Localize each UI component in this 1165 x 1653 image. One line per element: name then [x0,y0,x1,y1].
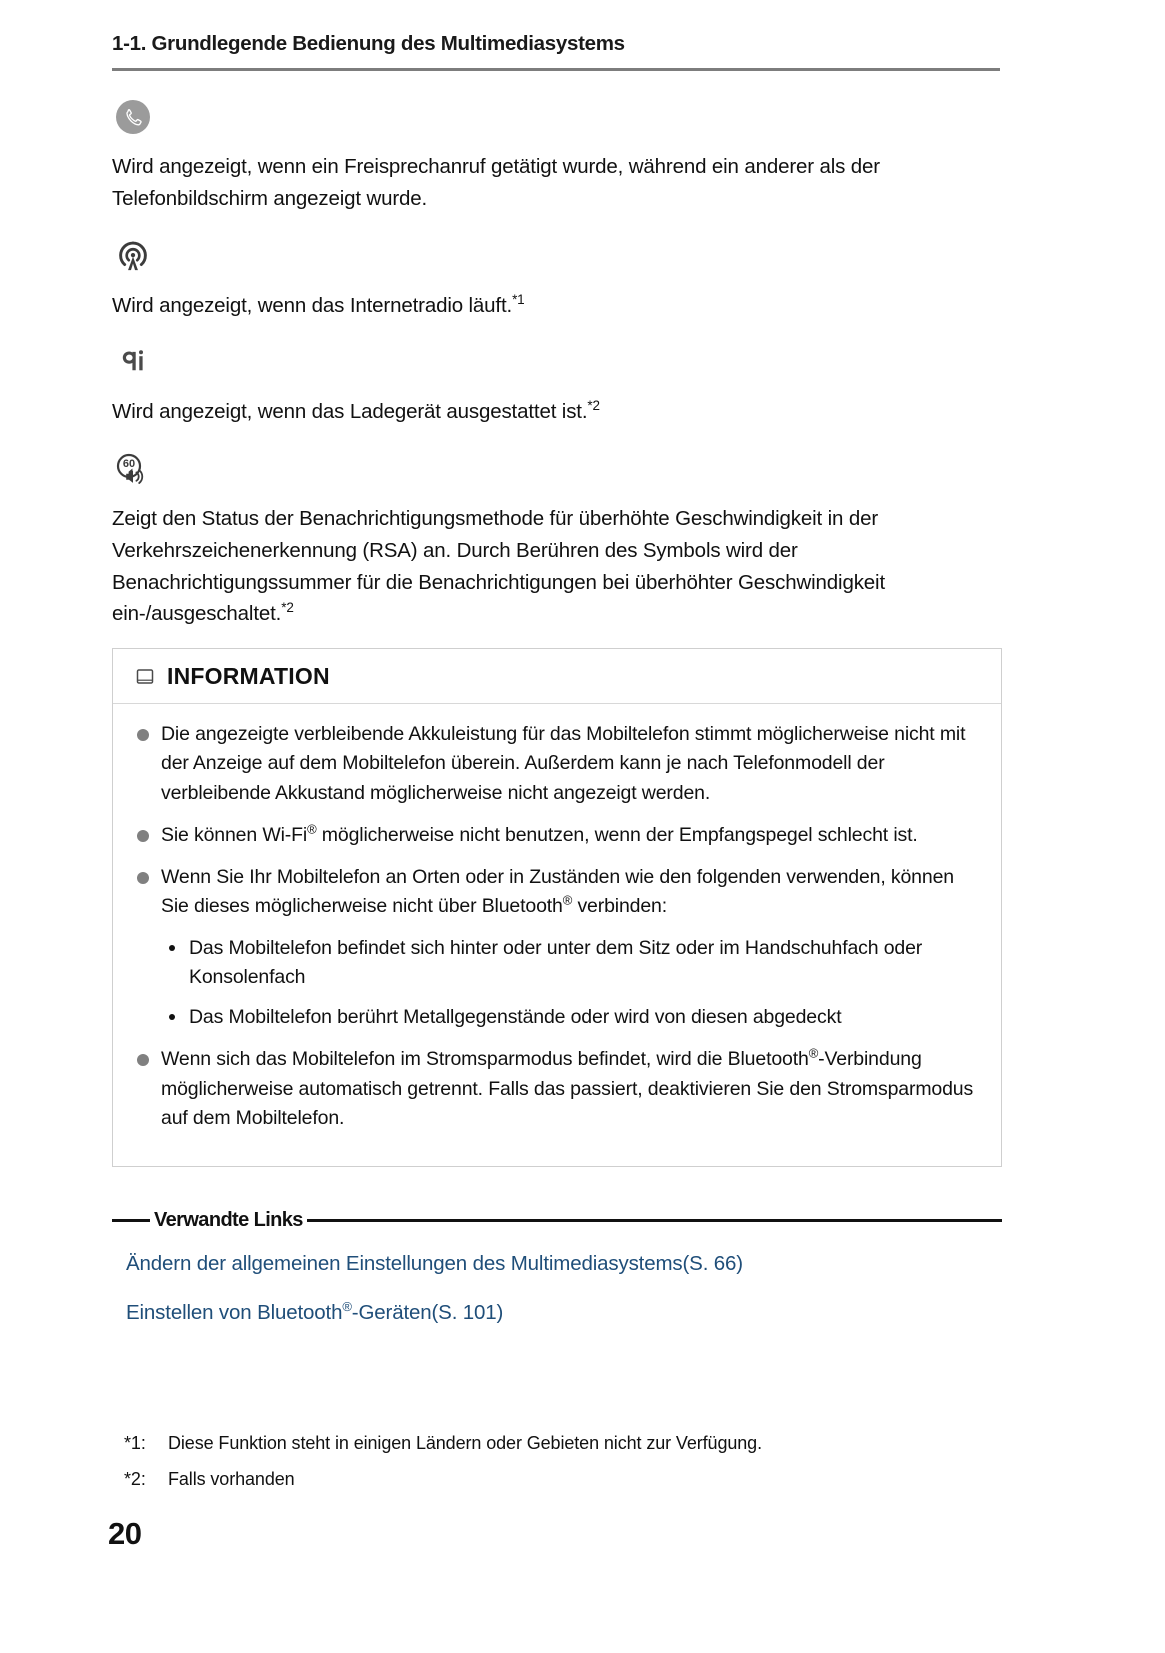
symbol-description: Wird angezeigt, wenn das Internetradio läuft.$^{*1}$ [112,291,525,317]
information-bullet-list [135,720,977,1133]
header-divider [112,68,1000,71]
page-number: 20 [108,1516,142,1551]
footnotes-section [124,1430,1004,1502]
symbol-description: Wird angezeigt, wenn das Ladegerät ausgestattet ist.$^{*2}$ [112,398,600,424]
icon-row [112,339,1002,385]
footnote-1 [124,1430,1004,1457]
list-item: Sie können Wi-Fi® möglicherweise nicht benutzen, wenn der Empfangspegel schlecht ist. [135,821,977,850]
information-sub-bullet-list [161,934,977,1033]
list-item: Das Mobiltelefon befindet sich hinter oder unter dem Sitz oder im Handschuhfach oder Konsolenfach [161,934,977,993]
information-box-body [113,704,1001,1166]
symbol-entry-internet-radio [112,233,1002,322]
related-links-section [112,1209,1002,1327]
symbol-description: Wird angezeigt, wenn ein Freisprechanruf getätigt wurde, während ein anderer als der Telefonbildschirm angezeigt wurde. [112,155,880,210]
main-content [112,90,1002,1348]
symbol-entry-wireless-charger [112,339,1002,428]
footnote-marker: *1 [512,291,525,307]
page-title: 1-1. Grundlegende Bedienung des Multimediasystems [112,32,625,55]
footnote-marker: *2 [281,600,294,616]
registered-mark: ® [808,1045,819,1061]
heading-rule-right [307,1219,1002,1222]
icon-row [112,446,1002,492]
svg-text:60: 60 [122,457,136,470]
information-box-title: INFORMATION [167,663,330,690]
symbol-description: Zeigt den Status der Benachrichtigungsmethode für überhöhte Geschwindigkeit in der Verkehrszeichenerkennung (RSA) an. Durch Berühren des Symbols wird der Benachrichtigungssummer für die Benachrichtigungen bei überhöhter Geschwindigkeit ein-/ausgeschaltet.$^{*2}$ [112,507,885,626]
symbol-entry-handsfree-call [112,94,1002,215]
related-link-general-settings[interactable]: Ändern der allgemeinen Einstellungen des Multimediasystems(S. 66) [126,1252,743,1276]
registered-mark: ® [562,892,573,908]
symbol-entry-rsa-buzzer [112,446,1002,630]
list-item: Wenn sich das Mobiltelefon im Stromsparmodus befindet, wird die Bluetooth®-Verbindung möglicherweise automatisch getrennt. Falls das passiert, deaktivieren Sie den Stromsparmodus auf dem Mobiltelefon. [135,1045,977,1133]
icon-row [112,94,1002,140]
footnote-marker: *2 [587,398,600,414]
footnote-2 [124,1466,1004,1493]
footnote-marker: *2: [124,1469,146,1489]
footnote-marker: *1: [124,1433,146,1453]
qi-wireless-charging-icon [112,341,154,383]
footnote-text: Falls vorhanden [168,1469,295,1489]
related-links-heading [112,1209,1002,1232]
book-note-icon [135,667,155,687]
footnote-text: Diese Funktion steht in einigen Ländern oder Gebieten nicht zur Verfügung. [168,1433,762,1453]
list-item: Das Mobiltelefon berührt Metallgegenstände oder wird von diesen abgedeckt [161,1003,977,1032]
heading-rule-left [112,1219,150,1222]
related-links-label: Verwandte Links [154,1209,303,1232]
speed-limit-buzzer-icon [112,448,154,490]
registered-mark: ® [342,1298,352,1314]
icon-row [112,233,1002,279]
related-link-bluetooth-devices[interactable]: Einstellen von Bluetooth®-Geräten(S. 101) [126,1298,504,1324]
page-header [112,32,1000,71]
list-item: Die angezeigte verbleibende Akkuleistung für das Mobiltelefon stimmt möglicherweise nicht mit der Anzeige auf dem Mobiltelefon überein. Außerdem kann je nach Telefonmodell der verbleibende Akkustand möglicherweise nicht angezeigt werden. [135,720,977,808]
related-links-list [112,1250,1002,1327]
information-box [112,648,1002,1167]
internet-radio-broadcast-icon [112,235,154,277]
phone-handset-icon [112,96,154,138]
registered-mark: ® [307,821,317,837]
information-box-header [113,649,1001,704]
list-item: Wenn Sie Ihr Mobiltelefon an Orten oder in Zuständen wie den folgenden verwenden, können Sie dieses möglicherweise nicht über Bluetooth® verbinden: Das Mobiltelefon befindet sich hinter oder unter dem Sitz oder im Handschuhfach oder Konsolenfach Das Mobiltelefon berührt Metallgegenstände oder wird von diesen abgedeckt [135,863,977,1032]
